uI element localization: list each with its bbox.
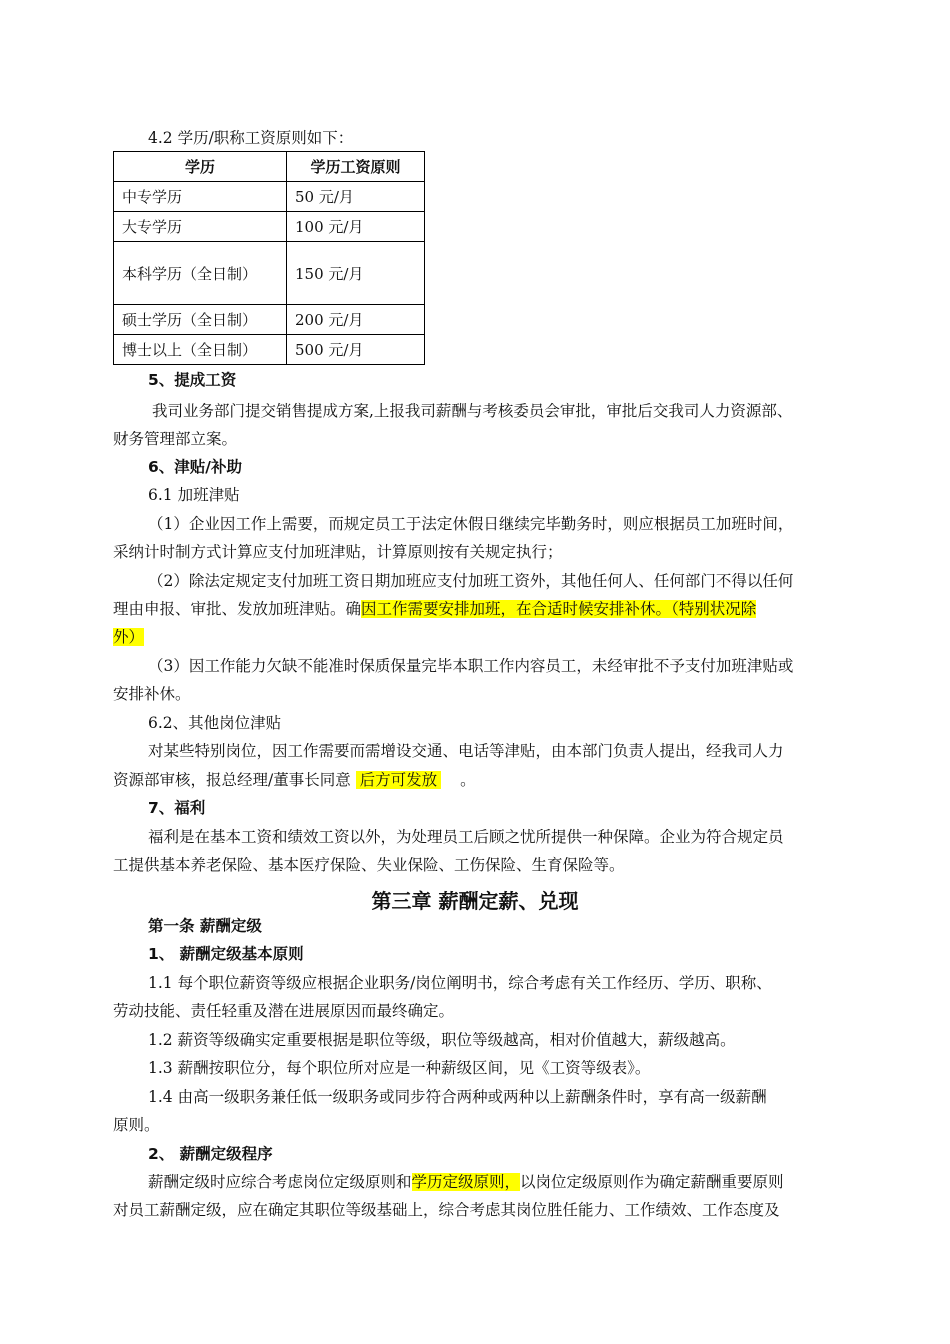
table-cell: 硕士学历（全日制） [114, 305, 287, 335]
table-row [114, 242, 425, 305]
table-cell: 博士以上（全日制） [114, 335, 287, 365]
para-1-3: 1.3 薪酬按职位分，每个职位所对应是一种薪级区间，见《工资等级表》。 [148, 1059, 651, 1077]
item-2-line3 [113, 627, 144, 647]
section-6-2-line2-text: 资源部审核，报总经理/董事长同意 [113, 771, 351, 789]
item-2-line1: （2）除法定规定支付加班工资日期加班应支付加班工资外，其他任何人、任何部门不得以任何 [148, 572, 794, 590]
section-6-1-title: 6.1 加班津贴 [148, 486, 240, 504]
table-header-salary: 学历工资原则 [287, 152, 425, 182]
highlighted-text: 因工作需要安排加班，在合适时候安排补休。（特别状况除 [361, 600, 757, 618]
section-5-line2: 财务管理部立案。 [113, 430, 238, 448]
item-2-line2 [113, 599, 756, 619]
article-1-title: 第一条 薪酬定级 [148, 917, 262, 935]
table-cell: 50 元/月 [287, 182, 425, 212]
section-6-title: 6、津贴/补助 [148, 458, 242, 476]
chapter-title: 第三章 薪酬定薪、兑现 [371, 889, 579, 913]
section-6-2-title: 6.2、其他岗位津贴 [148, 714, 282, 732]
section-6-2-line2 [113, 770, 476, 790]
table-row [114, 212, 425, 242]
item-1-line2: 采纳计时制方式计算应支付加班津贴，计算原则按有关规定执行； [113, 543, 563, 561]
para-1-2: 1.2 薪资等级确实定重要根据是职位等级，职位等级越高，相对价值越大，薪级越高。 [148, 1031, 736, 1049]
item-3-line1: （3）因工作能力欠缺不能准时保质保量完毕本职工作内容员工，未经审批不予支付加班津贴或 [148, 657, 794, 675]
item-3-line2: 安排补休。 [113, 685, 191, 703]
section-7-line2: 工提供基本养老保险、基本医疗保险、失业保险、工伤保险、生育保险等。 [113, 856, 625, 874]
table-cell: 100 元/月 [287, 212, 425, 242]
highlighted-text: 外） [113, 628, 145, 646]
section-4-2-intro: 4.2 学历/职称工资原则如下： [148, 129, 354, 147]
table-cell: 中专学历 [114, 182, 287, 212]
para-1-1-line1: 1.1 每个职位薪资等级应根据企业职务/岗位阐明书，综合考虑有关工作经历、学历、职称、 [148, 974, 772, 992]
para-1-4-line1: 1.4 由高一级职务兼任低一级职务或同步符合两种或两种以上薪酬条件时，享有高一级薪酬 [148, 1088, 767, 1106]
para-1-1-line2: 劳动技能、责任轻重及潜在进展原因而最终确定。 [113, 1002, 455, 1020]
table-cell: 大专学历 [114, 212, 287, 242]
heading-2: 2、 薪酬定级程序 [148, 1145, 273, 1163]
section-6-2-line1: 对某些特别岗位，因工作需要而需增设交通、电话等津贴，由本部门负责人提出，经我司人力 [148, 742, 784, 760]
para-2-line2: 对员工薪酬定级，应在确定其职位等级基础上，综合考虑其岗位胜任能力、工作绩效、工作态度及 [113, 1201, 780, 1219]
table-row [114, 335, 425, 365]
heading-1: 1、 薪酬定级基本原则 [148, 945, 304, 963]
table-cell: 150 元/月 [287, 242, 425, 305]
section-7-title: 7、福利 [148, 799, 206, 817]
table-cell: 500 元/月 [287, 335, 425, 365]
table-row [114, 182, 425, 212]
para-1-4-line2: 原则。 [113, 1116, 160, 1134]
education-salary-table [113, 151, 425, 365]
table-cell: 本科学历（全日制） [114, 242, 287, 305]
table-header-row [114, 152, 425, 182]
item-1-line1: （1）企业因工作上需要，而规定员工于法定休假日继续完毕勤务时，则应根据员工加班时间， [148, 515, 794, 533]
para-2-line1 [148, 1172, 784, 1192]
section-7-line1: 福利是在基本工资和绩效工资以外，为处理员工后顾之忧所提供一种保障。企业为符合规定员 [148, 828, 784, 846]
para-2-text: 薪酬定级时应综合考虑岗位定级原则和 [148, 1173, 412, 1191]
highlighted-text: 学历定级原则， [411, 1173, 521, 1191]
table-cell: 200 元/月 [287, 305, 425, 335]
section-5-line1: 我司业务部门提交销售提成方案,上报我司薪酬与考核委员会审批，审批后交我司人力资源部、 [152, 402, 793, 420]
para-2-text-end: 以岗位定级原则作为确定薪酬重要原则 [520, 1173, 784, 1191]
table-row [114, 305, 425, 335]
section-6-2-line2-end: 。 [460, 771, 476, 789]
table-header-education: 学历 [114, 152, 287, 182]
item-2-line2-text: 理由申报、审批、发放加班津贴。确 [113, 600, 362, 618]
section-5-title: 5、提成工资 [148, 371, 237, 389]
highlighted-text: 后方可发放 [356, 771, 442, 789]
